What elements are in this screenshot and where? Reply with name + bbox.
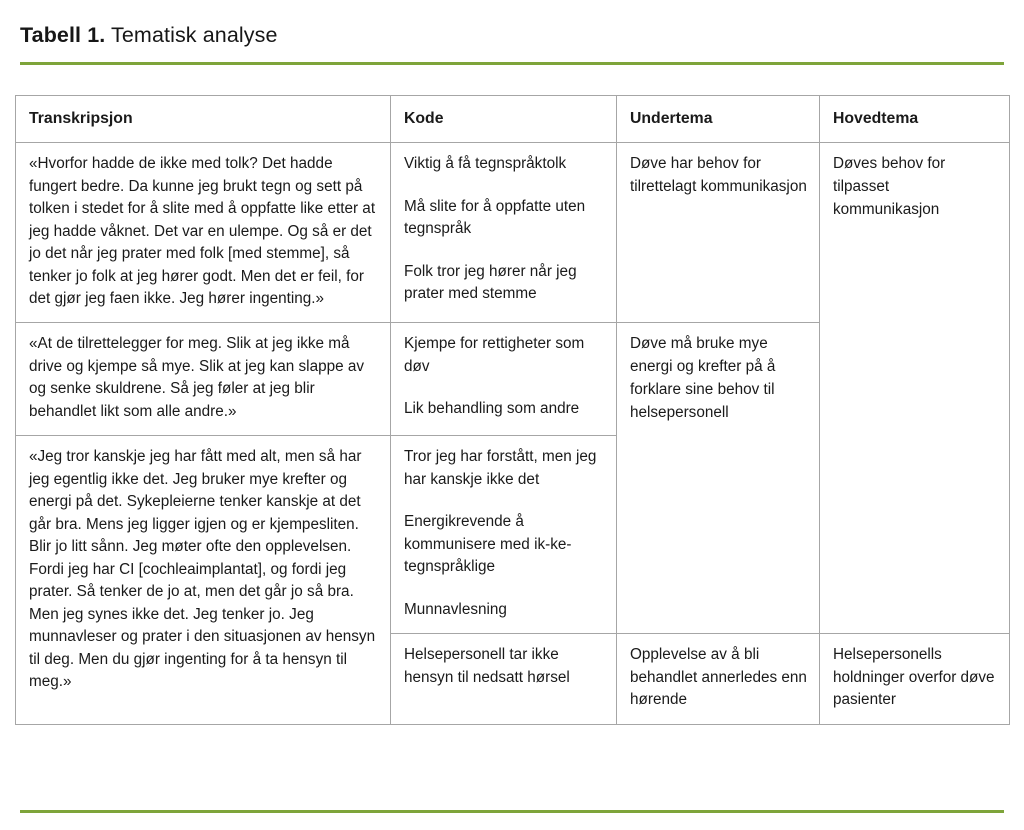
cell-undertema	[617, 323, 820, 634]
cell-kode	[391, 323, 617, 436]
table-header-row	[16, 95, 1010, 142]
cell-undertema	[617, 143, 820, 323]
column-header-kode: Kode	[391, 95, 617, 142]
column-header-hovedtema: Hovedtema	[820, 95, 1010, 142]
cell-kode	[391, 143, 617, 323]
table-header	[16, 95, 1010, 142]
column-header-transkripsjon: Transkripsjon	[16, 95, 391, 142]
caption-text: Tematisk analyse	[105, 23, 278, 47]
caption-label: Tabell 1.	[20, 23, 106, 47]
accent-rule-top	[20, 62, 1004, 65]
quote-text: «At de tilrettelegger for meg. Slik at jeg ikke må drive og kjempe så mye. Slik at jeg kan slappe av og senke skuldrene. Så jeg føler at jeg blir behandlet likt som alle andre.»	[29, 335, 365, 420]
code-item: Kjempe for rettigheter som døv	[404, 335, 585, 375]
table-row	[16, 143, 1010, 323]
cell-transkripsjon	[16, 143, 391, 323]
cell-kode	[391, 634, 617, 724]
code-item: Munnavlesning	[404, 600, 507, 618]
table-body	[16, 143, 1010, 725]
subtheme-text: Opplevelse av å bli behandlet annerledes enn hørende	[630, 646, 807, 709]
code-item: Viktig å få tegnspråktolk	[404, 155, 567, 173]
code-item: Helsepersonell tar ikke hensyn til nedsatt hørsel	[404, 646, 570, 686]
cell-transkripsjon	[16, 436, 391, 724]
subtheme-text: Døve har behov for tilrettelagt kommunikasjon	[630, 155, 807, 196]
maintheme-text: Døves behov for tilpasset kommunikasjon	[833, 155, 946, 218]
quote-text: «Jeg tror kanskje jeg har fått med alt, men så har jeg egentlig ikke det. Jeg bruker mye krefter og energi på det. Sykepleierne tenker kanskje at det går bra. Mens jeg ligger igjen og er kjempesliten. Blir jo litt sånn. Jeg møter ofte den opplevelsen. Fordi jeg har CI [cochleaimplantat], og fordi jeg prater. Så tenker de jo at, men det går jo så bra. Men jeg synes ikke det. Jeg tenker jo. Jeg munnavleser og prater i den situasjonen av hensyn til deg. Men du gjør ingenting for å ta hensyn til meg.»	[29, 448, 376, 691]
table-caption	[15, 0, 1009, 49]
cell-undertema	[617, 634, 820, 724]
code-item: Folk tror jeg hører når jeg prater med stemme	[404, 262, 577, 303]
cell-transkripsjon	[16, 323, 391, 436]
code-item: Må slite for å oppfatte uten tegnspråk	[404, 197, 586, 238]
cell-hovedtema	[820, 143, 1010, 634]
quote-text: «Hvorfor hadde de ikke med tolk? Det hadde fungert bedre. Da kunne jeg brukt tegn og sett på tolken i stedet for å slite med å oppfatte like etter at jeg hadde våknet. Det var en ulempe. Og så er det jo det når jeg prater med folk [med stemme], så tenker jo folk at jeg hører godt. Men det er feil, for det gjør jeg faen ikke. Jeg hører ingenting.»	[29, 155, 376, 307]
table-container	[15, 95, 1009, 725]
subtheme-text: Døve må bruke mye energi og krefter på å forklare sine behov til helsepersonell	[630, 335, 776, 422]
code-item: Energikrevende å kommunisere med ik-ke-tegnspråklige	[404, 513, 572, 576]
maintheme-text: Helsepersonells holdninger overfor døve pasienter	[833, 646, 995, 709]
accent-rule-bottom	[20, 810, 1004, 813]
cell-kode	[391, 436, 617, 634]
cell-hovedtema	[820, 634, 1010, 724]
thematic-analysis-table	[15, 95, 1010, 725]
column-header-undertema: Undertema	[617, 95, 820, 142]
code-item: Lik behandling som andre	[404, 400, 580, 418]
code-item: Tror jeg har forstått, men jeg har kanskje ikke det	[404, 448, 597, 488]
